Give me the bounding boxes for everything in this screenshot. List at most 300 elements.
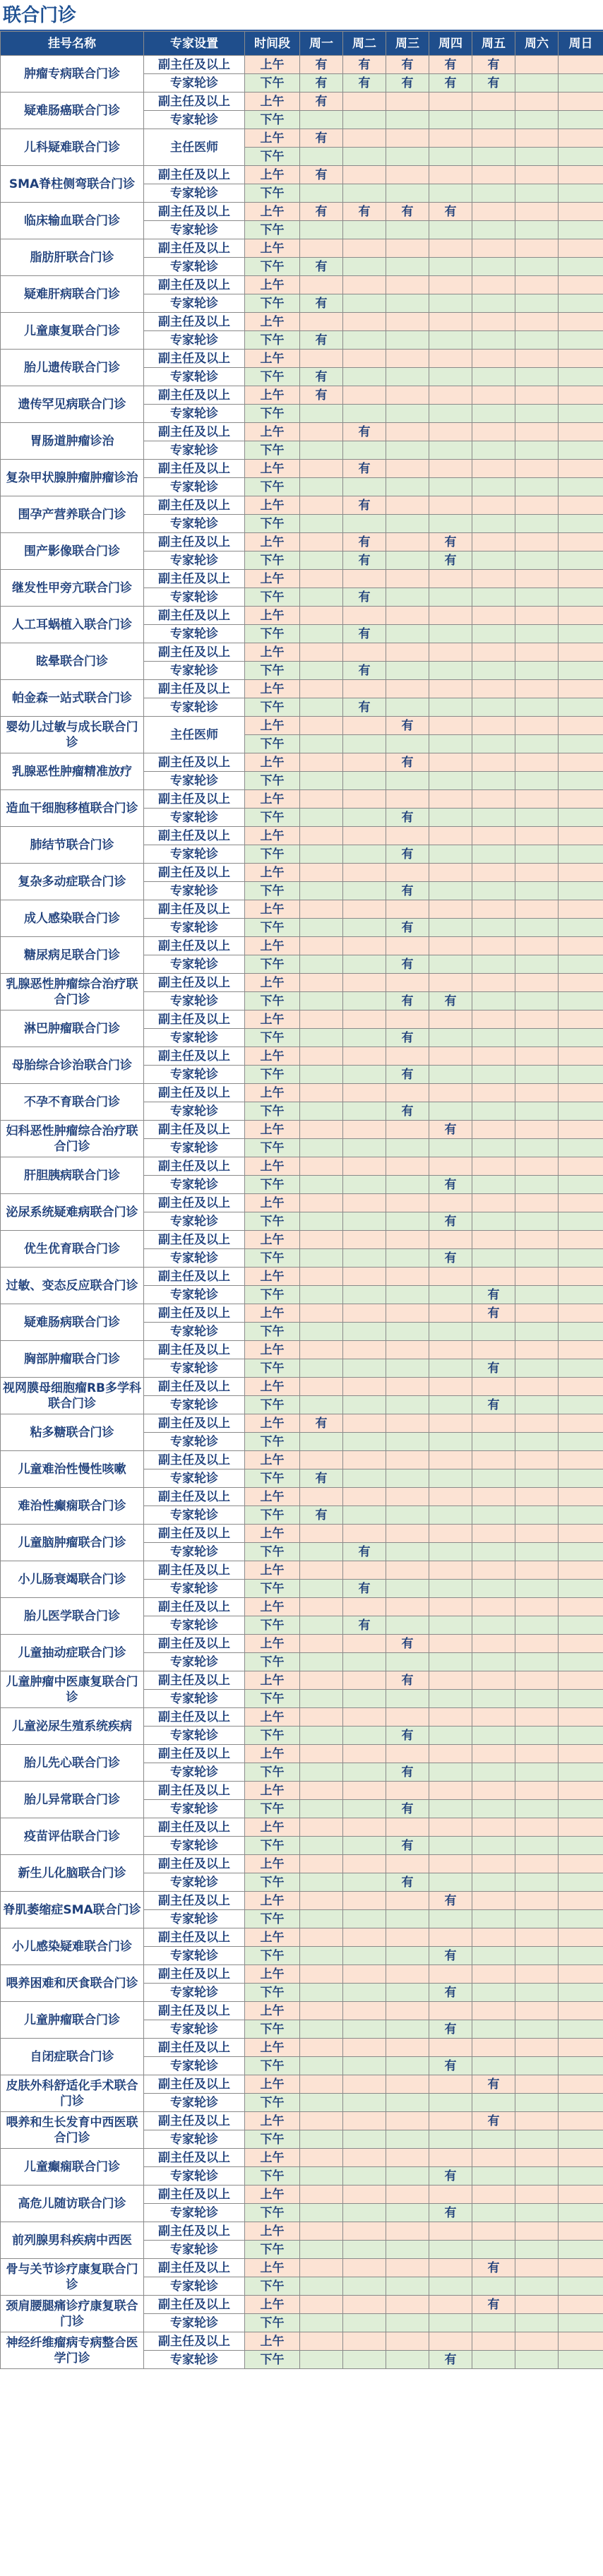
day-cell-sat <box>515 1947 559 1965</box>
day-cell-wed <box>386 937 429 955</box>
expert-setting: 专家轮诊 <box>144 698 245 717</box>
expert-setting: 副主任及以上 <box>144 2186 245 2204</box>
day-cell-sat <box>515 1414 559 1433</box>
day-cell-sat <box>515 1892 559 1910</box>
day-cell-tue <box>343 1910 386 1928</box>
clinic-name: 过敏、变态反应联合门诊 <box>1 1268 144 1304</box>
day-cell-fri <box>472 386 515 405</box>
day-cell-tue <box>343 350 386 368</box>
day-cell-fri <box>472 368 515 386</box>
day-cell-fri <box>472 864 515 882</box>
day-cell-sun <box>559 2130 603 2149</box>
day-cell-tue: 有 <box>343 423 386 441</box>
day-cell-thu <box>429 111 472 129</box>
day-cell-tue <box>343 2094 386 2112</box>
day-cell-tue: 有 <box>343 496 386 515</box>
day-cell-mon <box>300 1965 343 1984</box>
expert-setting: 专家轮诊 <box>144 955 245 974</box>
day-cell-mon <box>300 845 343 864</box>
day-cell-sat <box>515 900 559 919</box>
day-cell-wed <box>386 258 429 276</box>
expert-setting: 专家轮诊 <box>144 111 245 129</box>
day-cell-tue <box>343 919 386 937</box>
day-cell-wed <box>386 680 429 698</box>
day-cell-sun <box>559 350 603 368</box>
day-cell-tue <box>343 790 386 809</box>
day-cell-sat <box>515 460 559 478</box>
day-cell-tue <box>343 2020 386 2039</box>
day-cell-mon: 有 <box>300 368 343 386</box>
day-cell-sat <box>515 2351 559 2369</box>
day-cell-fri <box>472 974 515 992</box>
time-slot: 下午 <box>245 2057 300 2075</box>
expert-setting: 专家轮诊 <box>144 1286 245 1304</box>
day-cell-wed <box>386 441 429 460</box>
clinic-name: 乳腺恶性肿瘤综合治疗联合门诊 <box>1 974 144 1010</box>
day-cell-sun <box>559 1378 603 1396</box>
expert-setting: 专家轮诊 <box>144 809 245 827</box>
schedule-row-am <box>1 1231 603 1249</box>
day-cell-mon <box>300 643 343 662</box>
expert-setting: 副主任及以上 <box>144 1157 245 1176</box>
day-cell-wed: 有 <box>386 1102 429 1121</box>
time-slot: 上午 <box>245 1231 300 1249</box>
time-slot: 上午 <box>245 2259 300 2277</box>
schedule-row-am <box>1 1157 603 1176</box>
time-slot: 下午 <box>245 845 300 864</box>
day-cell-sun <box>559 1745 603 1763</box>
day-cell-tue <box>343 882 386 900</box>
day-cell-sun <box>559 478 603 496</box>
day-cell-tue <box>343 753 386 772</box>
day-cell-wed: 有 <box>386 1066 429 1084</box>
day-cell-fri <box>472 643 515 662</box>
day-cell-thu <box>429 1433 472 1451</box>
day-cell-wed <box>386 2075 429 2094</box>
day-cell-mon <box>300 533 343 551</box>
clinic-name: 难治性癫痫联合门诊 <box>1 1488 144 1525</box>
expert-setting: 专家轮诊 <box>144 258 245 276</box>
day-cell-sat <box>515 772 559 790</box>
day-cell-sat <box>515 515 559 533</box>
time-slot: 下午 <box>245 1396 300 1414</box>
expert-setting: 专家轮诊 <box>144 919 245 937</box>
day-cell-mon <box>300 1928 343 1947</box>
day-cell-tue <box>343 2167 386 2186</box>
day-cell-sun <box>559 2039 603 2057</box>
day-cell-wed <box>386 93 429 111</box>
time-slot: 下午 <box>245 1947 300 1965</box>
day-cell-wed <box>386 1984 429 2002</box>
expert-setting: 专家轮诊 <box>144 2094 245 2112</box>
day-cell-fri <box>472 1561 515 1580</box>
day-cell-sun <box>559 1451 603 1469</box>
expert-setting: 专家轮诊 <box>144 1727 245 1745</box>
clinic-name: 胃肠道肿瘤诊治 <box>1 423 144 460</box>
day-cell-wed: 有 <box>386 1763 429 1782</box>
day-cell-sun <box>559 735 603 753</box>
day-cell-thu <box>429 2296 472 2314</box>
day-cell-wed <box>386 1414 429 1433</box>
day-cell-tue: 有 <box>343 1616 386 1635</box>
schedule-row-am <box>1 864 603 882</box>
day-cell-thu <box>429 1378 472 1396</box>
day-cell-sat <box>515 203 559 221</box>
day-cell-wed <box>386 2020 429 2039</box>
day-cell-thu <box>429 129 472 148</box>
day-cell-mon <box>300 405 343 423</box>
time-slot: 下午 <box>245 515 300 533</box>
day-cell-sat <box>515 680 559 698</box>
day-cell-wed <box>386 1910 429 1928</box>
day-cell-thu <box>429 1286 472 1304</box>
day-cell-sat <box>515 643 559 662</box>
schedule-row-am <box>1 937 603 955</box>
day-cell-sun <box>559 496 603 515</box>
day-cell-wed: 有 <box>386 717 429 735</box>
day-cell-sun <box>559 2332 603 2351</box>
expert-setting: 副主任及以上 <box>144 56 245 74</box>
day-cell-mon <box>300 1047 343 1066</box>
expert-setting: 副主任及以上 <box>144 2002 245 2020</box>
time-slot: 上午 <box>245 1965 300 1984</box>
clinic-name: 儿科疑难联合门诊 <box>1 129 144 166</box>
day-cell-tue <box>343 276 386 294</box>
day-cell-mon <box>300 1249 343 1268</box>
clinic-name: 婴幼儿过敏与成长联合门诊 <box>1 717 144 753</box>
day-cell-sun <box>559 1580 603 1598</box>
day-cell-mon <box>300 1396 343 1414</box>
day-cell-tue <box>343 772 386 790</box>
schedule-row-am <box>1 1671 603 1690</box>
time-slot: 上午 <box>245 1414 300 1433</box>
day-cell-thu <box>429 1304 472 1323</box>
day-cell-mon <box>300 1194 343 1212</box>
day-cell-fri <box>472 1635 515 1653</box>
day-cell-thu <box>429 2112 472 2130</box>
expert-setting: 专家轮诊 <box>144 1102 245 1121</box>
day-cell-sun <box>559 1433 603 1451</box>
expert-setting: 专家轮诊 <box>144 2167 245 2186</box>
day-cell-mon <box>300 1488 343 1506</box>
day-cell-thu <box>429 845 472 864</box>
day-cell-thu <box>429 753 472 772</box>
day-cell-fri <box>472 570 515 588</box>
day-cell-fri <box>472 129 515 148</box>
day-cell-mon <box>300 1635 343 1653</box>
day-cell-fri <box>472 992 515 1010</box>
day-cell-sat <box>515 1378 559 1396</box>
time-slot: 上午 <box>245 129 300 148</box>
day-cell-sat <box>515 827 559 845</box>
day-cell-sun <box>559 1928 603 1947</box>
schedule-row-am <box>1 1010 603 1029</box>
day-cell-mon <box>300 1121 343 1139</box>
clinic-name: 妇科恶性肿瘤综合治疗联合门诊 <box>1 1121 144 1157</box>
clinic-name: 遗传罕见病联合门诊 <box>1 386 144 423</box>
expert-setting: 专家轮诊 <box>144 845 245 864</box>
day-cell-sat <box>515 166 559 184</box>
day-cell-sun <box>559 809 603 827</box>
day-cell-wed <box>386 570 429 588</box>
day-cell-wed <box>386 1323 429 1341</box>
day-cell-mon <box>300 1727 343 1745</box>
time-slot: 上午 <box>245 1378 300 1396</box>
day-cell-tue <box>343 1782 386 1800</box>
day-cell-wed <box>386 1451 429 1469</box>
day-cell-sat <box>515 1873 559 1892</box>
expert-setting: 主任医师 <box>144 717 245 753</box>
expert-setting: 专家轮诊 <box>144 1066 245 1084</box>
clinic-name: 不孕不育联合门诊 <box>1 1084 144 1121</box>
day-cell-sat <box>515 2277 559 2296</box>
day-cell-wed <box>386 386 429 405</box>
day-cell-thu <box>429 1855 472 1873</box>
day-cell-tue <box>343 129 386 148</box>
day-cell-wed <box>386 496 429 515</box>
day-cell-wed <box>386 1488 429 1506</box>
day-cell-sat <box>515 1488 559 1506</box>
day-cell-tue <box>343 1727 386 1745</box>
day-cell-thu <box>429 2222 472 2241</box>
expert-setting: 专家轮诊 <box>144 1910 245 1928</box>
day-cell-wed <box>386 698 429 717</box>
day-cell-sun <box>559 955 603 974</box>
day-cell-mon: 有 <box>300 331 343 350</box>
time-slot: 上午 <box>245 1047 300 1066</box>
schedule-row-am <box>1 1268 603 1286</box>
day-cell-mon <box>300 2130 343 2149</box>
expert-setting: 专家轮诊 <box>144 2057 245 2075</box>
day-cell-thu <box>429 478 472 496</box>
day-cell-sat <box>515 1066 559 1084</box>
clinic-name: 自闭症联合门诊 <box>1 2039 144 2075</box>
schedule-row-am <box>1 1451 603 1469</box>
day-cell-thu: 有 <box>429 2057 472 2075</box>
day-cell-fri <box>472 1580 515 1598</box>
expert-setting: 副主任及以上 <box>144 1635 245 1653</box>
day-cell-mon <box>300 1268 343 1286</box>
day-cell-sat <box>515 1635 559 1653</box>
day-cell-sun <box>559 56 603 74</box>
day-cell-thu <box>429 1414 472 1433</box>
day-cell-wed <box>386 2094 429 2112</box>
expert-setting: 副主任及以上 <box>144 753 245 772</box>
schedule-row-am <box>1 276 603 294</box>
schedule-row-am <box>1 1414 603 1433</box>
time-slot: 下午 <box>245 1212 300 1231</box>
day-cell-wed <box>386 1304 429 1323</box>
day-cell-tue <box>343 258 386 276</box>
time-slot: 下午 <box>245 2314 300 2332</box>
day-cell-fri <box>472 1892 515 1910</box>
day-cell-fri: 有 <box>472 1304 515 1323</box>
day-cell-thu <box>429 588 472 607</box>
day-cell-wed <box>386 1047 429 1066</box>
day-cell-sun <box>559 2222 603 2241</box>
day-cell-mon <box>300 1341 343 1359</box>
day-cell-mon <box>300 496 343 515</box>
day-cell-fri <box>472 919 515 937</box>
day-cell-sun <box>559 570 603 588</box>
day-cell-sun <box>559 460 603 478</box>
day-cell-tue <box>343 1029 386 1047</box>
expert-setting: 副主任及以上 <box>144 1010 245 1029</box>
day-cell-tue <box>343 441 386 460</box>
time-slot: 下午 <box>245 1139 300 1157</box>
schedule-row-am <box>1 1525 603 1543</box>
expert-setting: 副主任及以上 <box>144 2222 245 2241</box>
time-slot: 上午 <box>245 533 300 551</box>
time-slot: 上午 <box>245 1818 300 1837</box>
day-cell-sun <box>559 1873 603 1892</box>
day-cell-wed <box>386 662 429 680</box>
clinic-name: 小儿肠衰竭联合门诊 <box>1 1561 144 1598</box>
day-cell-sat <box>515 1616 559 1635</box>
day-cell-thu <box>429 221 472 239</box>
day-cell-tue <box>343 1947 386 1965</box>
day-cell-thu <box>429 1084 472 1102</box>
day-cell-mon <box>300 809 343 827</box>
schedule-row-am <box>1 496 603 515</box>
time-slot: 下午 <box>245 662 300 680</box>
day-cell-sun <box>559 1947 603 1965</box>
day-cell-mon: 有 <box>300 258 343 276</box>
day-cell-sat <box>515 1800 559 1818</box>
day-cell-fri <box>472 607 515 625</box>
day-cell-tue <box>343 1892 386 1910</box>
day-cell-sun <box>559 1268 603 1286</box>
day-cell-thu <box>429 2277 472 2296</box>
day-cell-tue <box>343 1341 386 1359</box>
clinic-name: 围产影像联合门诊 <box>1 533 144 570</box>
day-cell-sun <box>559 2186 603 2204</box>
day-cell-wed <box>386 1928 429 1947</box>
day-cell-wed <box>386 1543 429 1561</box>
day-cell-thu <box>429 1488 472 1506</box>
expert-setting: 专家轮诊 <box>144 2314 245 2332</box>
expert-setting: 副主任及以上 <box>144 2039 245 2057</box>
schedule-row-am <box>1 1047 603 1066</box>
time-slot: 下午 <box>245 2351 300 2369</box>
day-cell-thu <box>429 166 472 184</box>
day-cell-mon <box>300 2259 343 2277</box>
expert-setting: 副主任及以上 <box>144 2149 245 2167</box>
day-cell-wed <box>386 1139 429 1157</box>
day-cell-sun <box>559 845 603 864</box>
day-cell-thu <box>429 1010 472 1029</box>
day-cell-fri <box>472 937 515 955</box>
day-cell-mon <box>300 2094 343 2112</box>
day-cell-sun <box>559 1286 603 1304</box>
time-slot: 下午 <box>245 1616 300 1635</box>
clinic-name: 临床输血联合门诊 <box>1 203 144 239</box>
schedule-row-am <box>1 203 603 221</box>
day-cell-mon <box>300 1671 343 1690</box>
schedule-row-am <box>1 1084 603 1102</box>
day-cell-thu <box>429 643 472 662</box>
day-cell-sat <box>515 2149 559 2167</box>
expert-setting: 专家轮诊 <box>144 1800 245 1818</box>
day-cell-tue <box>343 1047 386 1066</box>
expert-setting: 专家轮诊 <box>144 2277 245 2296</box>
day-cell-tue <box>343 570 386 588</box>
day-cell-mon <box>300 1598 343 1616</box>
day-cell-wed <box>386 2002 429 2020</box>
schedule-row-am <box>1 974 603 992</box>
day-cell-thu: 有 <box>429 533 472 551</box>
day-cell-sat <box>515 1763 559 1782</box>
day-cell-fri: 有 <box>472 2075 515 2094</box>
expert-setting: 副主任及以上 <box>144 827 245 845</box>
day-cell-sat <box>515 2204 559 2222</box>
clinic-name: 肺结节联合门诊 <box>1 827 144 864</box>
schedule-row-am <box>1 2222 603 2241</box>
time-slot: 上午 <box>245 1084 300 1102</box>
day-cell-wed <box>386 1506 429 1525</box>
day-cell-tue: 有 <box>343 203 386 221</box>
day-cell-fri <box>472 1690 515 1708</box>
day-cell-sun <box>559 184 603 203</box>
schedule-row-am <box>1 1121 603 1139</box>
expert-setting: 副主任及以上 <box>144 1047 245 1066</box>
expert-setting: 副主任及以上 <box>144 1341 245 1359</box>
time-slot: 上午 <box>245 313 300 331</box>
time-slot: 下午 <box>245 992 300 1010</box>
clinic-name: 儿童肿瘤联合门诊 <box>1 2002 144 2039</box>
day-cell-sat <box>515 313 559 331</box>
time-slot: 下午 <box>245 2020 300 2039</box>
day-cell-sun <box>559 1231 603 1249</box>
day-cell-fri <box>472 551 515 570</box>
day-cell-mon <box>300 239 343 258</box>
day-cell-sat <box>515 350 559 368</box>
day-cell-tue <box>343 1157 386 1176</box>
day-cell-thu <box>429 1231 472 1249</box>
day-cell-mon <box>300 919 343 937</box>
time-slot: 下午 <box>245 1323 300 1341</box>
day-cell-wed <box>386 1433 429 1451</box>
time-slot: 上午 <box>245 1745 300 1763</box>
day-cell-wed <box>386 1249 429 1268</box>
day-cell-mon <box>300 680 343 698</box>
day-cell-thu <box>429 460 472 478</box>
expert-setting: 专家轮诊 <box>144 882 245 900</box>
day-cell-fri <box>472 1231 515 1249</box>
day-cell-wed: 有 <box>386 1800 429 1818</box>
day-cell-wed <box>386 1892 429 1910</box>
day-cell-wed <box>386 2167 429 2186</box>
day-cell-tue <box>343 1231 386 1249</box>
day-cell-sat <box>515 1984 559 2002</box>
day-cell-sat <box>515 1690 559 1708</box>
day-cell-fri <box>472 882 515 900</box>
time-slot: 下午 <box>245 2241 300 2259</box>
day-cell-sat <box>515 2241 559 2259</box>
time-slot: 下午 <box>245 2094 300 2112</box>
expert-setting: 专家轮诊 <box>144 1469 245 1488</box>
day-cell-tue <box>343 2057 386 2075</box>
expert-setting: 专家轮诊 <box>144 2351 245 2369</box>
day-cell-tue <box>343 1451 386 1469</box>
day-cell-sun <box>559 1506 603 1525</box>
day-cell-mon <box>300 1176 343 1194</box>
day-cell-mon <box>300 2204 343 2222</box>
day-cell-wed <box>386 790 429 809</box>
time-slot: 上午 <box>245 166 300 184</box>
day-cell-mon <box>300 2075 343 2094</box>
day-cell-mon <box>300 2002 343 2020</box>
